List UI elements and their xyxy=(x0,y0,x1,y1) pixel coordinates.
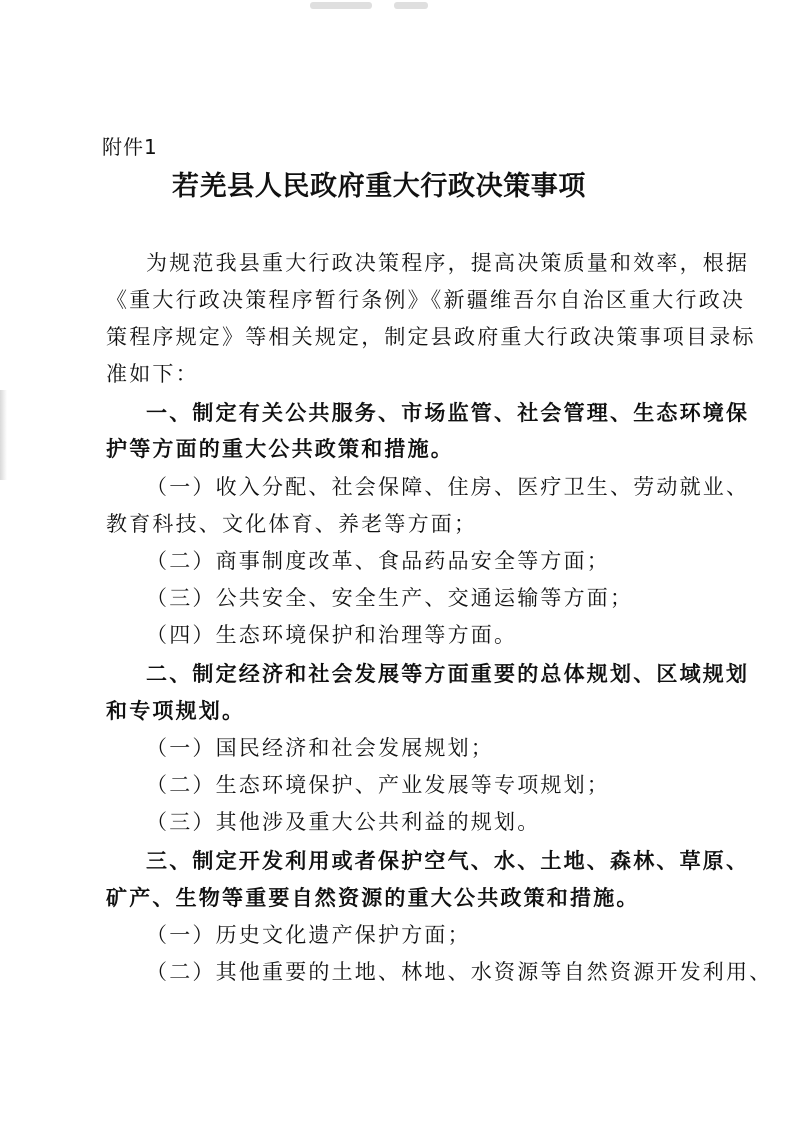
scan-mark xyxy=(300,0,440,20)
list-item: 教育科技、文化体育、养老等方面； xyxy=(106,512,478,536)
attachment-label: 附件1 xyxy=(102,135,158,159)
section-heading: 矿产、生物等重要自然资源的重大公共政策和措施。 xyxy=(106,886,640,910)
list-item: （二）商事制度改革、食品药品安全等方面； xyxy=(146,549,610,573)
list-item: （一）历史文化遗产保护方面； xyxy=(146,923,471,947)
list-item: （三）公共安全、安全生产、交通运输等方面； xyxy=(146,586,634,610)
section-heading: 护等方面的重大公共政策和措施。 xyxy=(106,437,454,461)
list-item: （四）生态环境保护和治理等方面。 xyxy=(146,623,518,647)
section-heading: 一、制定有关公共服务、市场监管、社会管理、生态环境保 xyxy=(146,401,750,425)
list-item: （三）其他涉及重大公共利益的规划。 xyxy=(146,810,541,834)
section-heading: 和专项规划。 xyxy=(106,699,246,723)
paragraph-line: 准如下： xyxy=(106,362,199,386)
scan-edge-shadow xyxy=(0,390,7,480)
paragraph-line: 为规范我县重大行政决策程序，提高决策质量和效率，根据 xyxy=(146,251,750,275)
list-item: （一）国民经济和社会发展规划； xyxy=(146,736,494,760)
paragraph-line: 策程序规定》等相关规定，制定县政府重大行政决策事项目录标 xyxy=(106,325,756,349)
list-item: （一）收入分配、社会保障、住房、医疗卫生、劳动就业、 xyxy=(146,475,750,499)
section-heading: 三、制定开发利用或者保护空气、水、土地、森林、草原、 xyxy=(146,849,750,873)
paragraph-line: 《重大行政决策程序暂行条例》《新疆维吾尔自治区重大行政决 xyxy=(106,288,746,312)
list-item: （二）生态环境保护、产业发展等专项规划； xyxy=(146,773,610,797)
list-item: （二）其他重要的土地、林地、水资源等自然资源开发利用、 xyxy=(146,960,773,984)
section-heading: 二、制定经济和社会发展等方面重要的总体规划、区域规划 xyxy=(146,662,750,686)
document-title: 若羌县人民政府重大行政决策事项 xyxy=(172,171,586,202)
